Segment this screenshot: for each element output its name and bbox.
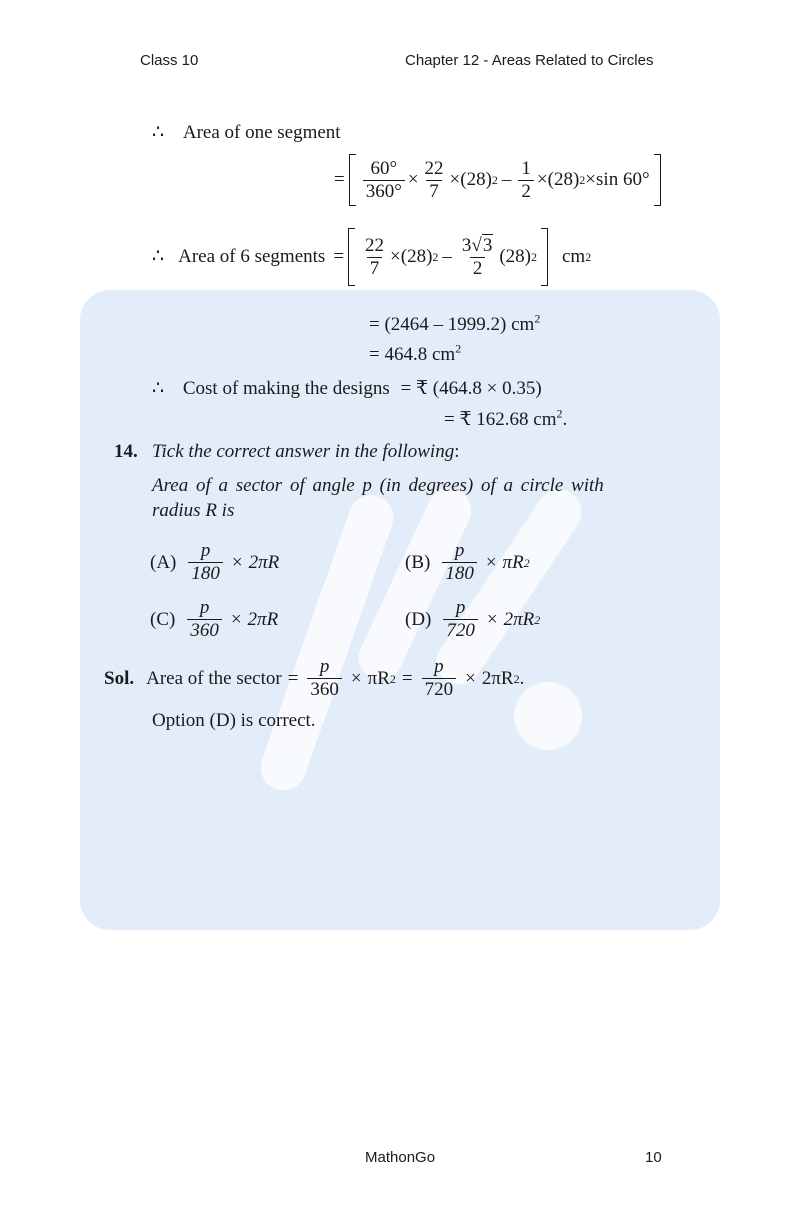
calc-line-2: = 464.8 $cm^2$	[369, 341, 462, 365]
fraction-pi: $\frac{22}{7}$	[424, 157, 444, 202]
equals-sign: =	[334, 169, 345, 190]
one-segment-formula: = $\frac{60^\circ}{360^\circ}$ × $\frac{22}{7}$ × (28) 2 – $\frac{1}{2}$ × (28) 2 × sin 60°	[334, 154, 665, 206]
option-a: (A) $\frac{p}{180}$ × 2πR	[150, 540, 280, 584]
question-text-line-2: radius R is	[152, 500, 235, 521]
question-instruction: Tick the correct answer in the following:	[152, 441, 460, 462]
fraction-half: $\frac{1}{2}$	[518, 158, 534, 203]
therefore-symbol: ∴	[152, 122, 165, 143]
solution-answer: Option (D) is correct.	[152, 710, 316, 731]
option-c: (C) $\frac{p}{360}$ × 2πR	[150, 597, 279, 641]
fraction-angle: $\frac{60^\circ}{360^\circ}$	[363, 158, 405, 203]
one-segment-line	[152, 122, 341, 144]
question-14-number: 14.	[114, 441, 138, 462]
solution-label: Sol.	[104, 667, 135, 689]
one-segment-label: Area of one segment	[182, 122, 341, 143]
option-b: (B) $\frac{p}{180}$ × πR 2	[405, 540, 530, 584]
calc-line-1: = (2464 – 1999.2) $cm^2$	[369, 311, 541, 335]
option-d: (D) $\frac{p}{720}$ × 2πR 2	[405, 597, 541, 641]
page-number: 10	[645, 1149, 662, 1166]
six-segments-line: ∴ Area of 6 segments = $\frac{22}{7}$ × (28) 2 – $\frac{3√3}{2}$ (28) 2 cm 2	[152, 228, 591, 286]
right-bracket	[654, 154, 661, 206]
cost-line-1: ∴ Cost of making the designs = ₹ (464.8 × 0.35)	[152, 378, 542, 399]
six-segments-label: Area of 6 segments	[178, 246, 326, 267]
solution-line: Sol. Area of the sector = $\frac{p}{360}$ × πR 2 = $\frac{p}{720}$ × 2πR 2 .	[104, 656, 525, 700]
question-text-line-1: Area of a sector of angle p (in degrees) of a circle with	[152, 475, 604, 496]
left-bracket	[349, 154, 356, 206]
fraction-root3: $\frac{3√3}{2}$	[461, 234, 493, 279]
cost-line-2: = ₹ 162.68 $cm^2$.	[444, 406, 568, 430]
header-class: Class 10	[140, 52, 199, 69]
footer-brand: MathonGo	[365, 1149, 436, 1166]
header-chapter: Chapter 12 - Areas Related to Circles	[405, 52, 654, 69]
